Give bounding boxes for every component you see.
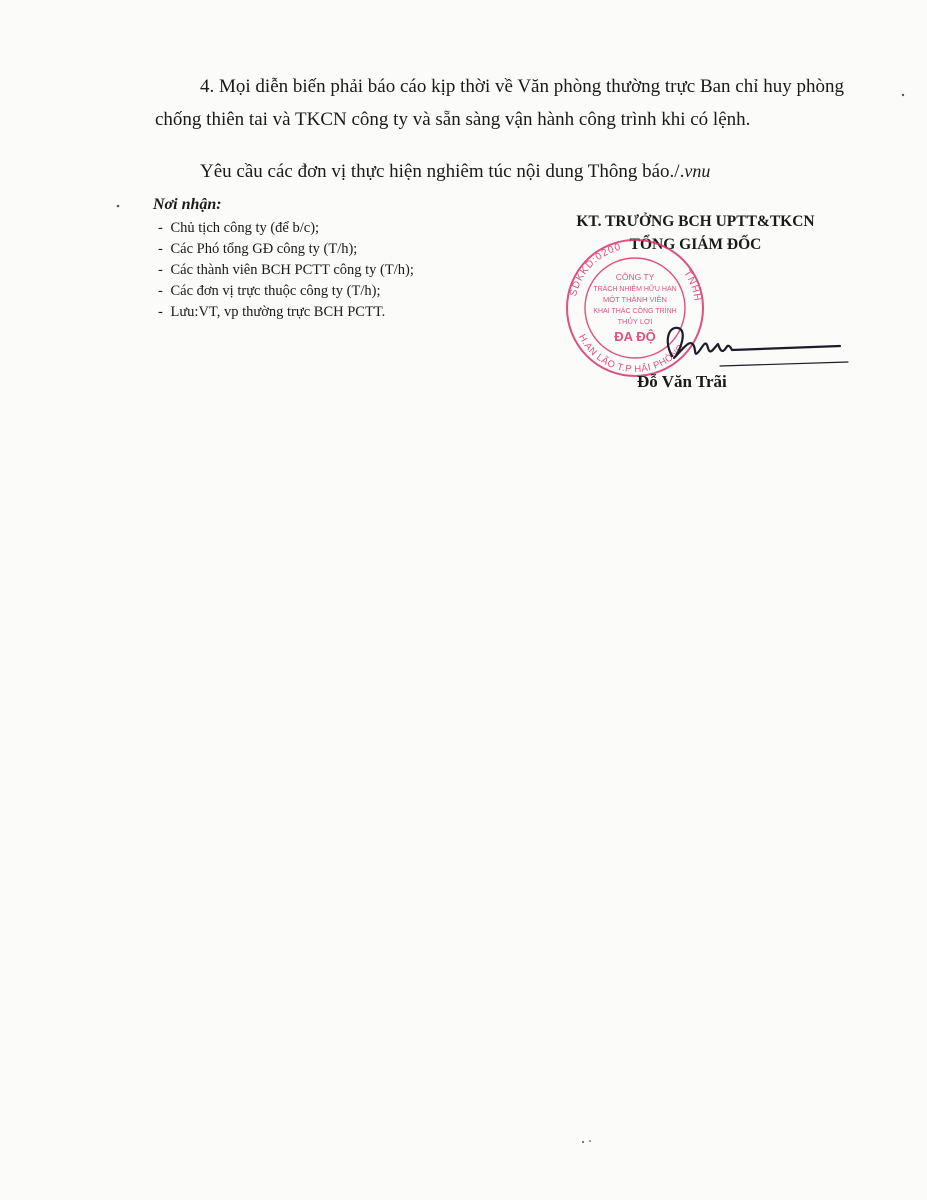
recipients-list bbox=[158, 218, 414, 323]
recipient-item: - Chủ tịch công ty (để b/c); bbox=[158, 218, 414, 239]
recipient-item: - Các thành viên BCH PCTT công ty (T/h); bbox=[158, 260, 414, 281]
seal-line-2: TRÁCH NHIỆM HỮU HẠN bbox=[593, 286, 677, 293]
seal-line-5: THỦY LỢI bbox=[617, 317, 653, 326]
seal-line-3: MỘT THÀNH VIÊN bbox=[603, 295, 667, 304]
seal-line-1: CÔNG TY bbox=[615, 272, 655, 282]
seal-ring-right: TNHH bbox=[681, 268, 703, 303]
closing-paragraph bbox=[155, 155, 865, 188]
seal-line-6: ĐA ĐỘ bbox=[614, 329, 656, 344]
signature-title-line1: KT. TRƯỞNG BCH UPTT&TKCN bbox=[576, 213, 815, 230]
recipient-item: - Các đơn vị trực thuộc công ty (T/h); bbox=[158, 281, 414, 302]
signature-title-line2: TỔNG GIÁM ĐỐC bbox=[629, 236, 762, 253]
closing-text: Yêu cầu các đơn vị thực hiện nghiêm túc nội dung Thông báo./. bbox=[200, 161, 685, 182]
signer-name: Đỗ Văn Trãi bbox=[637, 372, 727, 391]
seal-line-4: KHAI THÁC CÔNG TRÌNH bbox=[593, 308, 677, 315]
paragraph-item-4: 4. Mọi diễn biến phải báo cáo kịp thời về Văn phòng thường trực Ban chỉ huy phòng chống thiên tai và TKCN công ty và sẵn sàng vận hành công trình khi có lệnh. bbox=[155, 76, 845, 130]
handwritten-signature-icon bbox=[660, 318, 850, 378]
seal-ring-bottom: H.AN LÃO T.P HẢI PHÒNG bbox=[576, 332, 688, 376]
recipients-title: Nơi nhận: bbox=[153, 196, 222, 213]
recipient-item: - Lưu:VT, vp thường trực BCH PCTT. bbox=[158, 302, 414, 323]
recipient-item: - Các Phó tổng GĐ công ty (T/h); bbox=[158, 239, 414, 260]
seal-ring-top: SDKKD:0200 bbox=[568, 241, 623, 298]
initial-mark: vnu bbox=[684, 161, 711, 181]
